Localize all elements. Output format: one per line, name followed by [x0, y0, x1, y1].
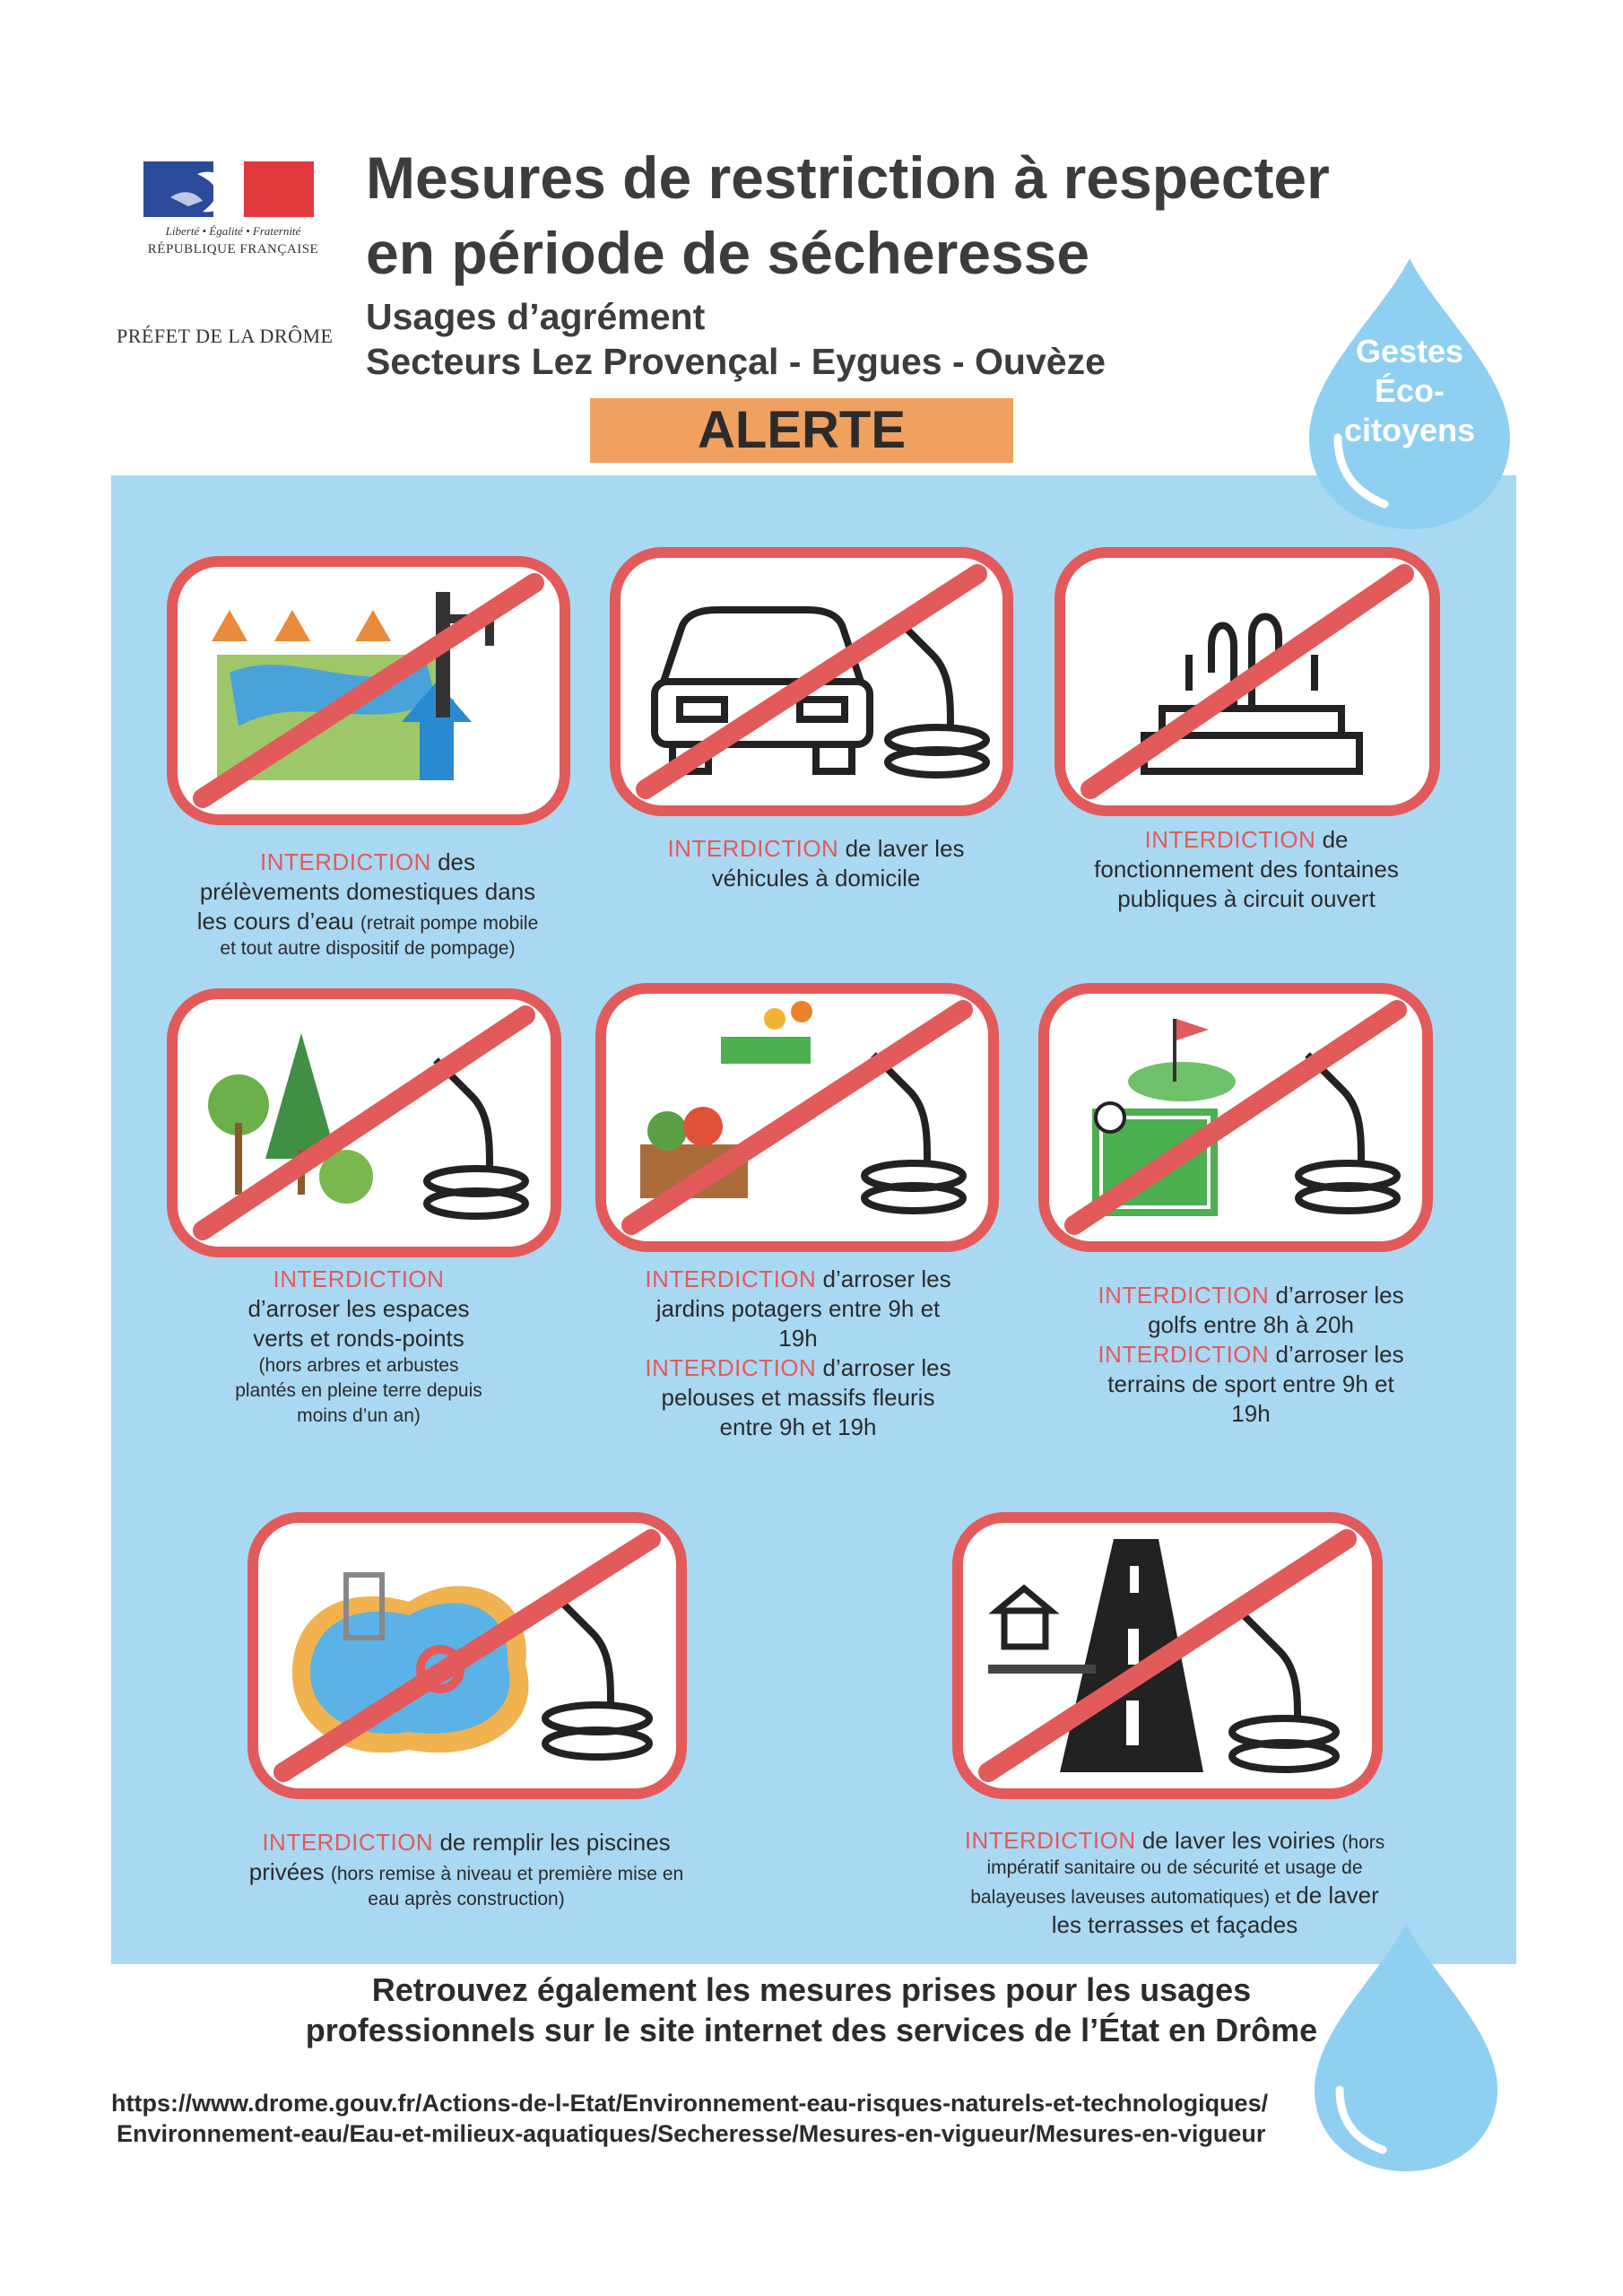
marianne-flag-icon [143, 161, 314, 217]
footer-url-line1[interactable]: https://www.drome.gouv.fr/Actions-de-l-Etat/Environnement-eau-risques-naturels-et-technologiques/ [111, 2090, 1269, 2117]
sign-fountain [1055, 547, 1440, 816]
caption-fountain: INTERDICTION de fonctionnement des fontaines publiques à circuit ouvert [1094, 826, 1399, 912]
subtitle-usages: Usages d’agrément [366, 296, 706, 337]
sign-car-washing [610, 547, 1013, 816]
page-title-line1: Mesures de restriction à respecter [366, 144, 1330, 211]
prefet-label: PRÉFET DE LA DRÔME [117, 325, 334, 347]
republique-logo [135, 152, 350, 274]
alert-level-badge: ALERTE [590, 398, 1013, 463]
caption-trees-watering: INTERDICTION d’arroser les espaces verts et ronds-points (hors arbres et arbustes plantés en pleine terre depuis moins d’un an) [235, 1265, 482, 1426]
footer-message: Retrouvez également les mesures prises pour les usages professionnels sur le site internet des services de l’État en Drôme [305, 1971, 1318, 2048]
caption-golf-sport-watering: INTERDICTION d’arroser les golfs entre 8h à 20h INTERDICTION d’arroser les terrains de sport entre 9h et 19h [1098, 1282, 1404, 1427]
sign-pool-filling [247, 1512, 687, 1799]
republique-motto: Liberté • Égalité • Fraternité [165, 224, 301, 238]
caption-car-washing: INTERDICTION de laver les véhicules à domicile [667, 835, 965, 891]
interdiction-keyword: INTERDICTION [259, 848, 431, 875]
sign-golf-sport-watering [1038, 983, 1433, 1252]
page-title-line2: en période de sécheresse [366, 220, 1090, 286]
republique-label: RÉPUBLIQUE FRANÇAISE [147, 242, 319, 257]
eco-gestures-drop-badge [1302, 258, 1517, 532]
caption-pool-filling: INTERDICTION de remplir les piscines privées (hors remise à niveau et première mise en eau après construction) [248, 1829, 684, 1909]
subtitle-secteurs: Secteurs Lez Provençal - Eygues - Ouvèze [366, 341, 1106, 382]
sign-water-pumping [167, 556, 570, 825]
caption-garden-watering: INTERDICTION d’arroser les jardins potagers entre 9h et 19h INTERDICTION d’arroser les pelouses et massifs fleuris entre 9h et 19h [645, 1265, 951, 1440]
sign-road-washing [952, 1512, 1383, 1799]
caption-road-washing: INTERDICTION de laver les voiries (hors impératif sanitaire ou de sécurité et usage de balayeuses laveuses automatiques) et de laver les terrasses et façades [964, 1827, 1385, 1938]
caption-water-pumping: INTERDICTION des prélèvements domestiques dans les cours d’eau (retrait pompe mobile et tout autre dispositif de pompage) [196, 848, 539, 959]
sign-garden-watering [595, 983, 999, 1252]
sign-trees-watering [167, 988, 561, 1257]
footer-url-line2[interactable]: Environnement-eau/Eau-et-milieux-aquatiques/Secheresse/Mesures-en-vigueur/Mesures-en-vigueur [117, 2120, 1266, 2147]
eco-gestures-text: Gestes Éco- citoyens [1343, 333, 1476, 448]
